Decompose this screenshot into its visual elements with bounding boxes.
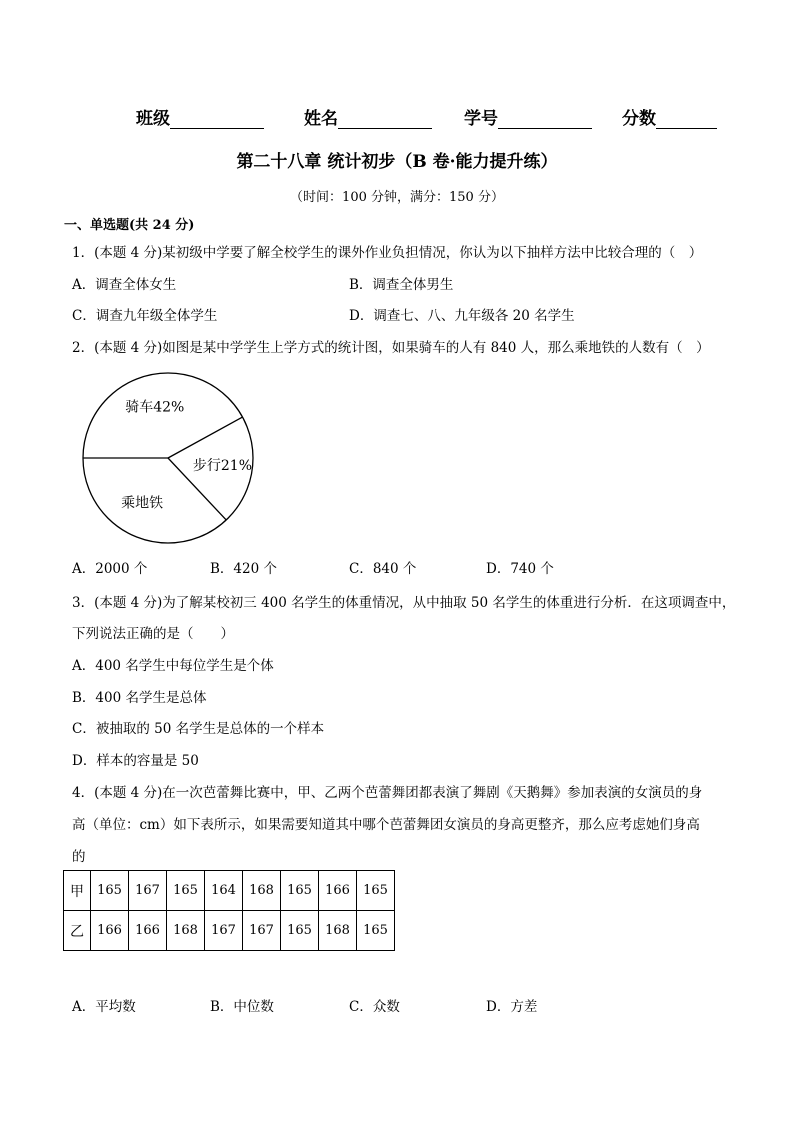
height-table <box>63 870 395 951</box>
pie-chart <box>80 370 260 546</box>
section-heading: 一、单选题(共 24 分) <box>64 218 195 233</box>
class-field[interactable] <box>136 104 264 129</box>
exam-subtitle: （时间：100 分钟，满分：150 分） <box>290 190 504 205</box>
exam-title: 第二十八章 统计初步（B 卷·能力提升练） <box>236 152 558 172</box>
student-id-field[interactable] <box>464 104 592 129</box>
table-cell: 167 <box>205 911 243 951</box>
table-cell: 165 <box>281 871 319 911</box>
question-4-stem-line-2: 高（单位：cm）如下表所示，如果需要知道其中哪个芭蕾舞团女演员的身高更整齐，那么应考虑她们身高 <box>72 817 700 833</box>
q1-option-c[interactable]: C．调查九年级全体学生 <box>72 308 218 324</box>
row-label-yi: 乙 <box>64 911 91 951</box>
pie-group <box>83 373 253 543</box>
question-1-stem: 1．(本题 4 分)某初级中学要了解全校学生的课外作业负担情况，你认为以下抽样方法中比较合理的（ ） <box>72 245 703 261</box>
question-3-stem-line-1: 3．(本题 4 分)为了解某校初三 400 名学生的体重情况，从中抽取 50 名学生的体重进行分析．在这项调查中， <box>72 595 736 611</box>
table-cell: 168 <box>167 911 205 951</box>
q4-option-d[interactable]: D．方差 <box>486 999 538 1015</box>
q4-option-a[interactable]: A．平均数 <box>72 999 136 1015</box>
question-4-stem-line-3: 的 <box>72 849 86 865</box>
table-cell: 167 <box>129 871 167 911</box>
pie-slice-boundary <box>168 417 242 458</box>
table-cell: 166 <box>129 911 167 951</box>
table-cell: 165 <box>281 911 319 951</box>
table-cell: 164 <box>205 871 243 911</box>
question-3-stem-line-2: 下列说法正确的是（ ） <box>72 626 234 642</box>
table-cell: 165 <box>167 871 205 911</box>
q3-option-a[interactable]: A．400 名学生中每位学生是个体 <box>72 658 274 674</box>
score-label: 分数 <box>622 109 656 129</box>
table-row <box>64 911 395 951</box>
q4-option-b[interactable]: B．中位数 <box>210 999 274 1015</box>
question-2-stem: 2．(本题 4 分)如图是某中学学生上学方式的统计图，如果骑车的人有 840 人，那么乘地铁的人数有（ ） <box>72 340 710 356</box>
student-id-label: 学号 <box>464 109 498 129</box>
q1-option-b[interactable]: B．调查全体男生 <box>349 277 454 293</box>
table-cell: 168 <box>243 871 281 911</box>
class-blank[interactable] <box>170 109 264 129</box>
student-id-blank[interactable] <box>498 109 592 129</box>
q2-option-a[interactable]: A．2000 个 <box>72 561 148 577</box>
table-cell: 168 <box>319 911 357 951</box>
table-cell: 165 <box>357 871 395 911</box>
class-label: 班级 <box>136 109 170 129</box>
question-4-stem-line-1: 4．(本题 4 分)在一次芭蕾舞比赛中，甲、乙两个芭蕾舞团都表演了舞剧《天鹅舞》参加表演的女演员的身 <box>72 785 703 801</box>
pie-slice-label: 步行21% <box>192 458 253 475</box>
score-blank[interactable] <box>656 109 717 129</box>
pie-slice-label: 乘地铁 <box>121 495 164 512</box>
table-cell: 166 <box>91 911 129 951</box>
table-row <box>64 871 395 911</box>
table-cell: 165 <box>357 911 395 951</box>
student-info-row <box>0 104 794 132</box>
name-label: 姓名 <box>304 109 338 129</box>
pie-slice-label: 骑车42% <box>125 399 185 416</box>
q3-option-b[interactable]: B．400 名学生是总体 <box>72 690 207 706</box>
name-blank[interactable] <box>338 109 432 129</box>
q1-option-a[interactable]: A．调查全体女生 <box>72 277 177 293</box>
q2-option-b[interactable]: B．420 个 <box>210 561 277 577</box>
q3-option-d[interactable]: D．样本的容量是 50 <box>72 753 199 769</box>
row-label-jia: 甲 <box>64 871 91 911</box>
q1-option-d[interactable]: D．调查七、八、九年级各 20 名学生 <box>349 308 575 324</box>
table-cell: 166 <box>319 871 357 911</box>
q2-option-d[interactable]: D．740 个 <box>486 561 554 577</box>
q4-option-c[interactable]: C．众数 <box>349 999 400 1015</box>
score-field[interactable] <box>622 104 717 129</box>
table-cell: 165 <box>91 871 129 911</box>
name-field[interactable] <box>304 104 432 129</box>
q2-option-c[interactable]: C．840 个 <box>349 561 417 577</box>
q3-option-c[interactable]: C．被抽取的 50 名学生是总体的一个样本 <box>72 721 325 737</box>
table-cell: 167 <box>243 911 281 951</box>
